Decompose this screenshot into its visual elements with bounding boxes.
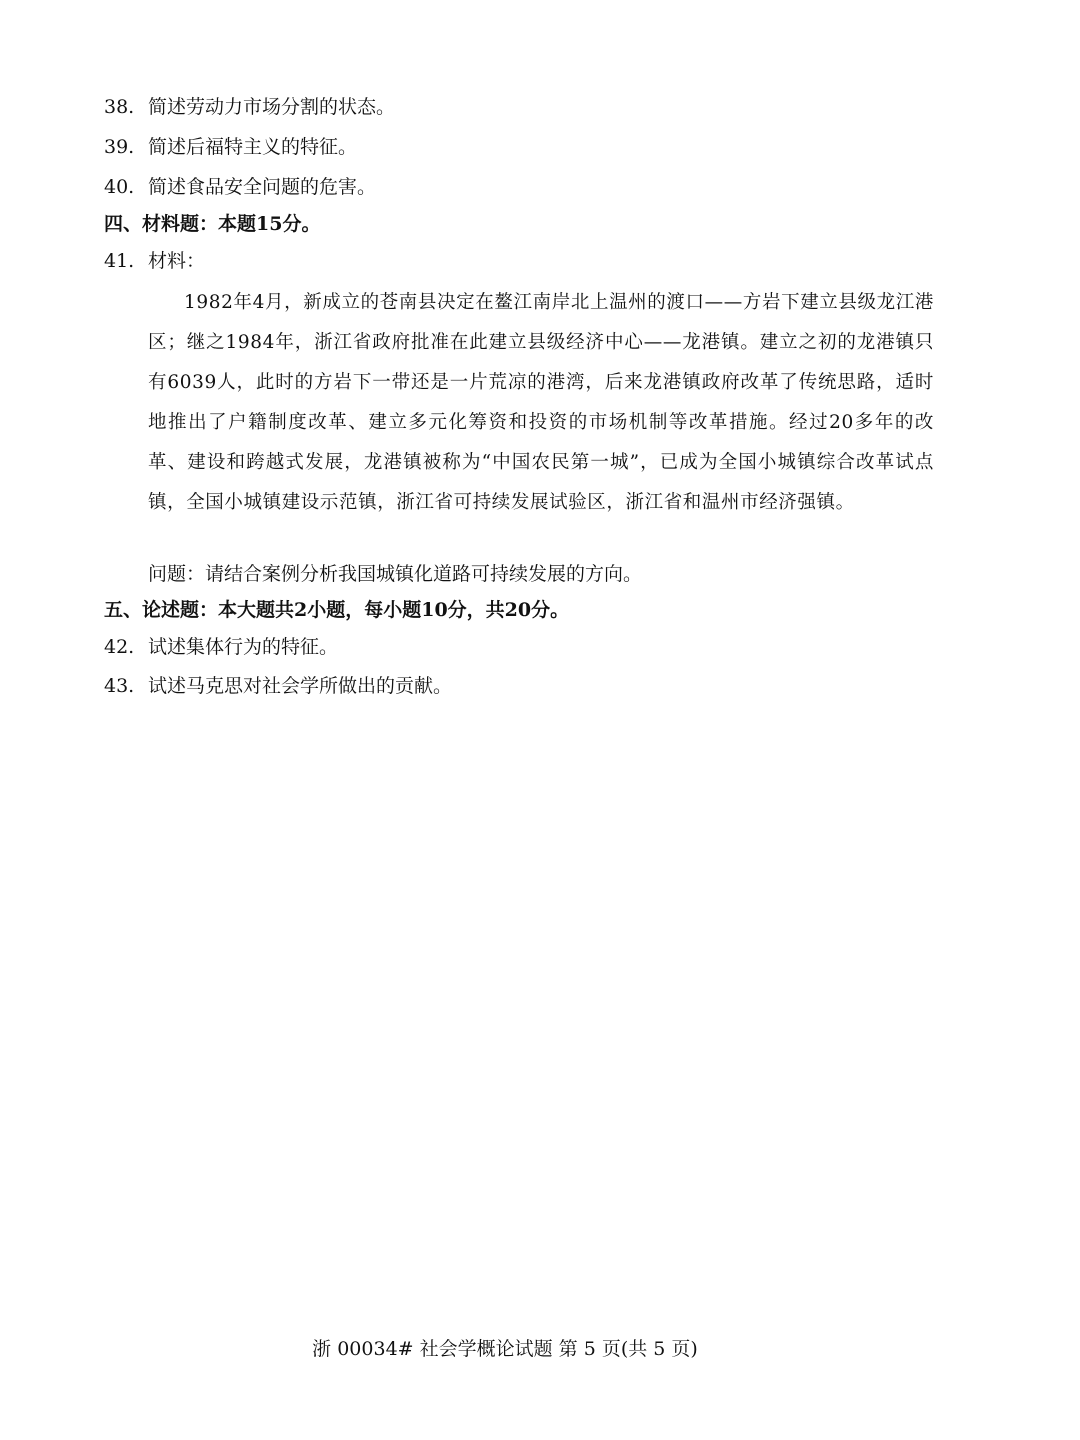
- material-paragraph: 1982年4月，新成立的苍南县决定在鳌江南岸北上温州的渡口——方岩下建立县级龙江港区；继之1984年，浙江省政府批准在此建立县级经济中心——龙港镇。建立之初的龙港镇只有6039人，此时的方岩下一带还是一片荒凉的港湾，后来龙港镇政府改革了传统思路，适时地推出了户籍制度改革、建立多元化筹资和投资的市场机制等改革措施。经过20多年的改革、建设和跨越式发展，龙港镇被称为“中国农民第一城”，已成为全国小城镇综合改革试点镇，全国小城镇建设示范镇，浙江省可持续发展试验区，浙江省和温州市经济强镇。: [148, 292, 934, 513]
- material-question: 问题：请结合案例分析我国城镇化道路可持续发展的方向。: [148, 563, 643, 585]
- question-text: 试述马克思对社会学所做出的贡献。: [148, 675, 453, 697]
- question-number: 43.: [104, 675, 135, 697]
- section-5-heading: 五、论述题：本大题共2小题，每小题10分，共20分。: [104, 599, 570, 621]
- question-40: [104, 173, 376, 201]
- question-label: 材料：: [148, 250, 206, 272]
- question-41: [104, 247, 205, 275]
- question-number: 42.: [104, 636, 135, 658]
- question-43: [104, 672, 452, 700]
- question-number: 41.: [104, 250, 135, 272]
- question-42: [104, 633, 338, 661]
- question-39: [104, 133, 357, 161]
- page-footer: 浙 00034# 社会学概论试题 第 5 页(共 5 页): [312, 1338, 698, 1360]
- question-number: 40.: [104, 176, 135, 198]
- question-text: 简述食品安全问题的危害。: [148, 176, 377, 198]
- question-text: 简述劳动力市场分割的状态。: [148, 96, 396, 118]
- question-number: 38.: [104, 96, 135, 118]
- question-text: 试述集体行为的特征。: [148, 636, 339, 658]
- section-4-heading: 四、材料题：本题15分。: [104, 213, 321, 235]
- question-text: 简述后福特主义的特征。: [148, 136, 358, 158]
- question-number: 39.: [104, 136, 135, 158]
- question-38: [104, 93, 395, 121]
